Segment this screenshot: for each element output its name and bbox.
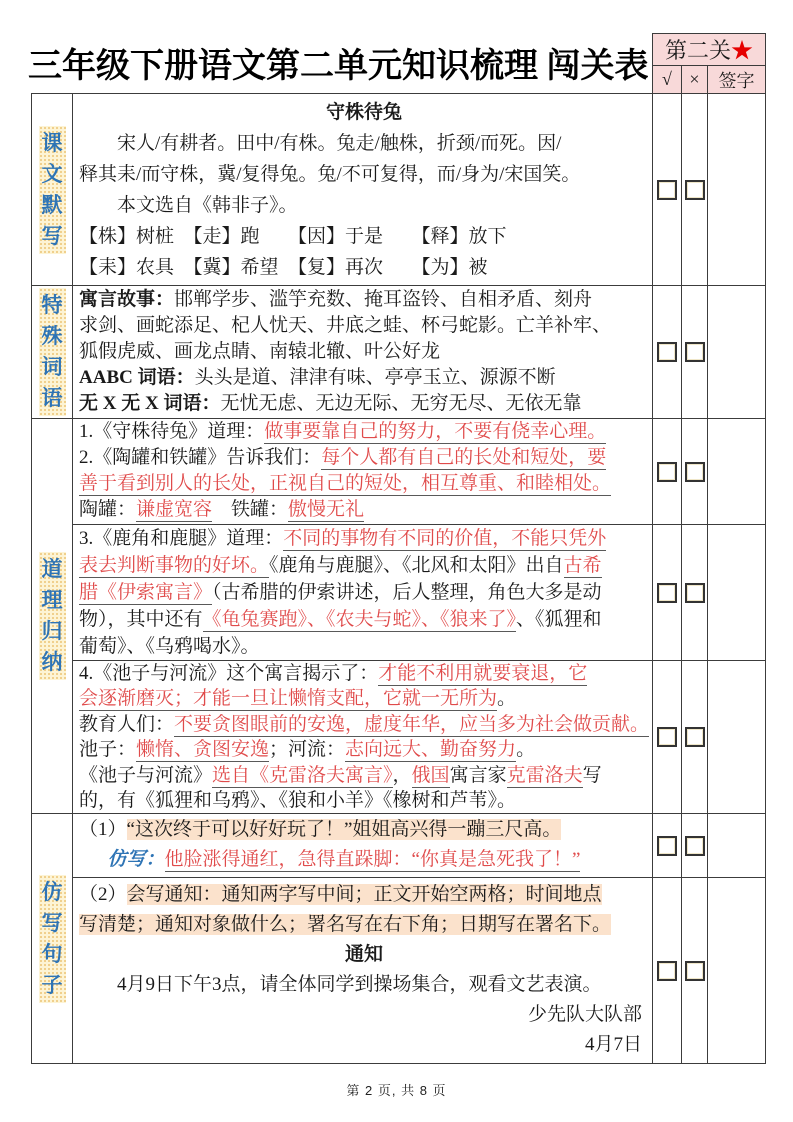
plain-text: 教育人们：: [79, 713, 175, 735]
text-line: [73, 525, 652, 552]
plain-text: 、《狐狸和: [516, 609, 602, 630]
bold-text: AABC 词语：: [79, 367, 195, 388]
stage-title-cell: [653, 34, 766, 66]
section-label-char: 句: [41, 941, 63, 966]
section-label-char: 写: [41, 223, 63, 248]
signature-cell[interactable]: [708, 661, 766, 814]
plain-text: （古希腊的伊索讲述，后人整理，角色大多是动: [212, 582, 602, 603]
plain-text: 寓言家: [449, 764, 507, 786]
text-line: [73, 365, 652, 391]
plain-text: 狐假虎威、画龙点睛、南辕北辙、叶公好龙: [79, 341, 441, 362]
text-line: [73, 910, 652, 940]
text-line: [73, 1030, 652, 1060]
signature-cell[interactable]: [708, 814, 766, 878]
section-label-char: 纳: [41, 650, 63, 675]
section-label-char: 文: [41, 161, 63, 186]
plain-text: 铁罐：: [212, 499, 289, 520]
content-cell-imitation-1: [73, 814, 653, 878]
plain-text: 3.《鹿角和鹿腿》道理：: [79, 528, 284, 549]
content-cell-text-dictation: [73, 94, 653, 286]
plain-text: 葡萄》、《乌鸦喝水》。: [79, 636, 260, 657]
key-point-text: 表去判断事物的好坏。: [79, 555, 270, 576]
key-point-text: 谦虚宽容: [136, 499, 213, 520]
section-label-char: 默: [41, 192, 63, 217]
plain-text: 《鹿角与鹿腿》、《北风和太阳》出自: [269, 555, 564, 576]
text-line: [73, 1000, 652, 1030]
text-line: [73, 661, 652, 686]
sign-column-header: 签字: [708, 66, 766, 94]
text-line: [73, 845, 652, 875]
imitate-label: 仿写：: [107, 849, 165, 871]
key-point-text: 善于看到别人的长处，正视自己的短处，相互尊重、和睦相处。: [79, 473, 612, 494]
key-point-text: 他脸涨得通红，急得直跺脚：“你真是急死我了！”: [164, 849, 581, 871]
fail-cell[interactable]: [682, 419, 708, 525]
pass-cell[interactable]: [653, 661, 682, 814]
key-point-text: 志向远大、勤奋努力: [345, 739, 517, 761]
plain-text: 写: [582, 764, 602, 786]
fail-checkbox[interactable]: [685, 180, 705, 200]
key-point-text: 不要贪图眼前的安逸，虚度年华，应当多为社会做贡献。: [174, 713, 650, 735]
text-line: [73, 552, 652, 579]
text-line: [73, 471, 652, 497]
pass-checkbox[interactable]: [657, 180, 677, 200]
star-icon: ★: [731, 38, 754, 63]
plain-text: 邯郸学步、滥竽充数、掩耳盗铃、自相矛盾、刻舟: [174, 289, 593, 310]
text-line: [73, 419, 652, 445]
text-line: [73, 445, 652, 471]
section-label-special-words: [32, 286, 73, 419]
section-label-char: 写: [41, 910, 63, 935]
plain-text: ；河流：: [269, 739, 346, 761]
section-label-char: 理: [41, 588, 63, 613]
plain-text: 的，有《狐狸和乌鸦》、《狼和小羊》《橡树和芦苇》。: [79, 790, 517, 812]
pass-checkbox[interactable]: [657, 961, 677, 981]
text-line: [73, 737, 652, 762]
section-label-char: 课: [41, 130, 63, 155]
section-label-moral-summary: [32, 419, 73, 814]
plain-text: 2.《陶罐和铁罐》告诉我们：: [79, 447, 322, 468]
signature-cell[interactable]: [708, 878, 766, 1064]
plain-text: 【耒】农具 【冀】希望 【复】再次 【为】被: [79, 257, 488, 278]
key-point-text: 克雷洛夫: [506, 764, 583, 786]
plain-text: （2）: [79, 884, 127, 906]
plain-text: 少先队大队部: [527, 1004, 642, 1026]
pass-checkbox[interactable]: [657, 342, 677, 362]
text-line: [73, 339, 652, 365]
section-label-char: 词: [41, 355, 63, 379]
pass-checkbox[interactable]: [657, 727, 677, 747]
section-label-strip: [39, 126, 66, 254]
plain-text: 无忧无虑、无边无际、无穷无尽、无依无靠: [220, 393, 582, 414]
pass-checkbox[interactable]: [657, 583, 677, 603]
fail-checkbox[interactable]: [685, 342, 705, 362]
fail-cell[interactable]: [682, 661, 708, 814]
key-point-text: 不同的事物有不同的价值，不能只凭外: [283, 528, 607, 549]
text-line: [73, 313, 652, 339]
fail-cell[interactable]: [682, 814, 708, 878]
plain-text: 4月7日: [584, 1034, 642, 1056]
fail-cell[interactable]: [682, 94, 708, 286]
fail-cell[interactable]: [682, 286, 708, 419]
pass-cell[interactable]: [653, 286, 682, 419]
signature-cell[interactable]: [708, 94, 766, 286]
highlighted-text: 写清楚；通知对象做什么；署名写在右下角；日期写在署名下。: [79, 914, 612, 936]
text-line: [73, 940, 652, 970]
section-label-char: 子: [41, 972, 63, 997]
section-label-text-dictation: [32, 94, 73, 286]
plain-text: 《池子与河流》: [79, 764, 213, 786]
bold-text: 寓言故事：: [79, 289, 175, 310]
fail-cell[interactable]: [682, 878, 708, 1064]
text-line: [73, 788, 652, 813]
content-cell-moral-3: [73, 661, 653, 814]
pass-cell[interactable]: [653, 814, 682, 878]
pass-cell[interactable]: [653, 94, 682, 286]
plain-text: 1.《守株待兔》道理：: [79, 421, 265, 442]
key-point-text: 傲慢无礼: [288, 499, 365, 520]
plain-text: 。: [497, 688, 517, 710]
plain-text: （1）: [79, 819, 127, 841]
fail-checkbox[interactable]: [685, 727, 705, 747]
key-point-text: 《龟兔赛跑》、《农夫与蛇》、《狼来了》: [202, 609, 517, 630]
section-label-strip: [39, 875, 66, 1003]
text-line: [73, 633, 652, 660]
pass-cell[interactable]: [653, 525, 682, 661]
text-line: [73, 579, 652, 606]
page-title: 三年级下册语文第二单元知识梳理 闯关表: [28, 48, 649, 85]
plain-text: 求剑、画蛇添足、杞人忧天、井底之蛙、杯弓蛇影。亡羊补牢、: [79, 315, 612, 336]
fail-cell[interactable]: [682, 525, 708, 661]
plain-text: 。: [516, 739, 536, 761]
plain-text: 释其耒/而守株，冀/复得兔。兔/不可复得，而/身为/宋国笑。: [79, 164, 581, 185]
plain-text: 陶罐：: [79, 499, 137, 520]
key-point-text: 古希: [563, 555, 602, 576]
content-cell-imitation-2: [73, 878, 653, 1064]
stage-title: 第二关: [664, 38, 731, 63]
text-line: [73, 128, 652, 159]
text-line: [73, 221, 652, 252]
plain-text: 【株】树桩 【走】跑 【因】于是 【释】放下: [79, 226, 507, 247]
signature-cell[interactable]: [708, 419, 766, 525]
text-line: [73, 815, 652, 845]
content-cell-moral-1: [73, 419, 653, 525]
knowledge-table: [31, 93, 766, 1064]
section-label-char: 道: [41, 557, 63, 582]
text-line: [73, 190, 652, 221]
highlighted-text: “这次终于可以好好玩了！”姐姐高兴得一蹦三尺高。: [126, 819, 562, 841]
pass-column-header: √: [653, 66, 682, 94]
plain-text: ，: [392, 764, 412, 786]
text-line: [73, 970, 652, 1000]
content-cell-special-words: [73, 286, 653, 419]
bold-text: 通知: [344, 944, 383, 966]
signature-cell[interactable]: [708, 525, 766, 661]
key-point-text: 每个人都有自己的长处和短处，要: [321, 447, 607, 468]
text-line: [73, 97, 652, 128]
fail-checkbox[interactable]: [685, 462, 705, 482]
plain-text: 宋人/有耕者。田中/有株。兔走/触株，折颈/而死。因/: [117, 133, 562, 154]
fail-checkbox[interactable]: [685, 836, 705, 856]
text-line: [73, 159, 652, 190]
plain-text: 4月9日下午3点，请全体同学到操场集合，观看文艺表演。: [117, 974, 602, 996]
key-point-text: 俄国: [411, 764, 450, 786]
section-label-char: 语: [41, 386, 63, 410]
text-line: [73, 763, 652, 788]
text-line: [73, 497, 652, 523]
key-point-text: 会逐渐磨灭；才能一旦让懒惰支配，它就一无所为: [79, 688, 498, 710]
section-label-strip: [39, 552, 66, 680]
plain-text: 4.《池子与河流》这个寓言揭示了：: [79, 663, 379, 684]
section-label-char: 归: [41, 619, 63, 644]
pass-checkbox[interactable]: [657, 462, 677, 482]
section-label-char: 特: [41, 293, 63, 317]
text-line: [73, 712, 652, 737]
bold-text: 守株待兔: [325, 102, 402, 123]
stage-header-table: [652, 33, 766, 94]
page-number: 第 2 页, 共 8 页: [346, 1083, 447, 1098]
plain-text: 物），其中还有: [79, 609, 203, 630]
section-label-char: 殊: [41, 324, 63, 348]
signature-cell[interactable]: [708, 286, 766, 419]
key-point-text: 腊《伊索寓言》: [79, 582, 213, 603]
fail-checkbox[interactable]: [685, 583, 705, 603]
section-label-imitation-sentences: [32, 814, 73, 1064]
key-point-text: 懒惰、贪图安逸: [136, 739, 270, 761]
key-point-text: 选自《克雷洛夫寓言》: [212, 764, 393, 786]
text-line: [73, 606, 652, 633]
key-point-text: 做事要靠自己的努力，不要有侥幸心理。: [264, 421, 607, 442]
text-line: [73, 287, 652, 313]
section-label-strip: [39, 288, 66, 416]
text-line: [73, 880, 652, 910]
bold-text: 无 X 无 X 词语：: [79, 393, 221, 414]
content-cell-moral-2: [73, 525, 653, 661]
fail-column-header: ×: [682, 66, 708, 94]
fail-checkbox[interactable]: [685, 961, 705, 981]
pass-cell[interactable]: [653, 878, 682, 1064]
plain-text: 池子：: [79, 739, 137, 761]
plain-text: 本文选自《韩非子》。: [117, 195, 298, 216]
text-line: [73, 686, 652, 711]
highlighted-text: 会写通知：通知两字写中间；正文开始空两格；时间地点: [126, 884, 602, 906]
pass-cell[interactable]: [653, 419, 682, 525]
text-line: [73, 391, 652, 417]
section-label-char: 仿: [41, 879, 63, 904]
text-line: [73, 252, 652, 283]
plain-text: 头头是道、津津有味、亭亭玉立、源源不断: [194, 367, 556, 388]
pass-checkbox[interactable]: [657, 836, 677, 856]
key-point-text: 才能不利用就要衰退，它: [378, 663, 588, 684]
